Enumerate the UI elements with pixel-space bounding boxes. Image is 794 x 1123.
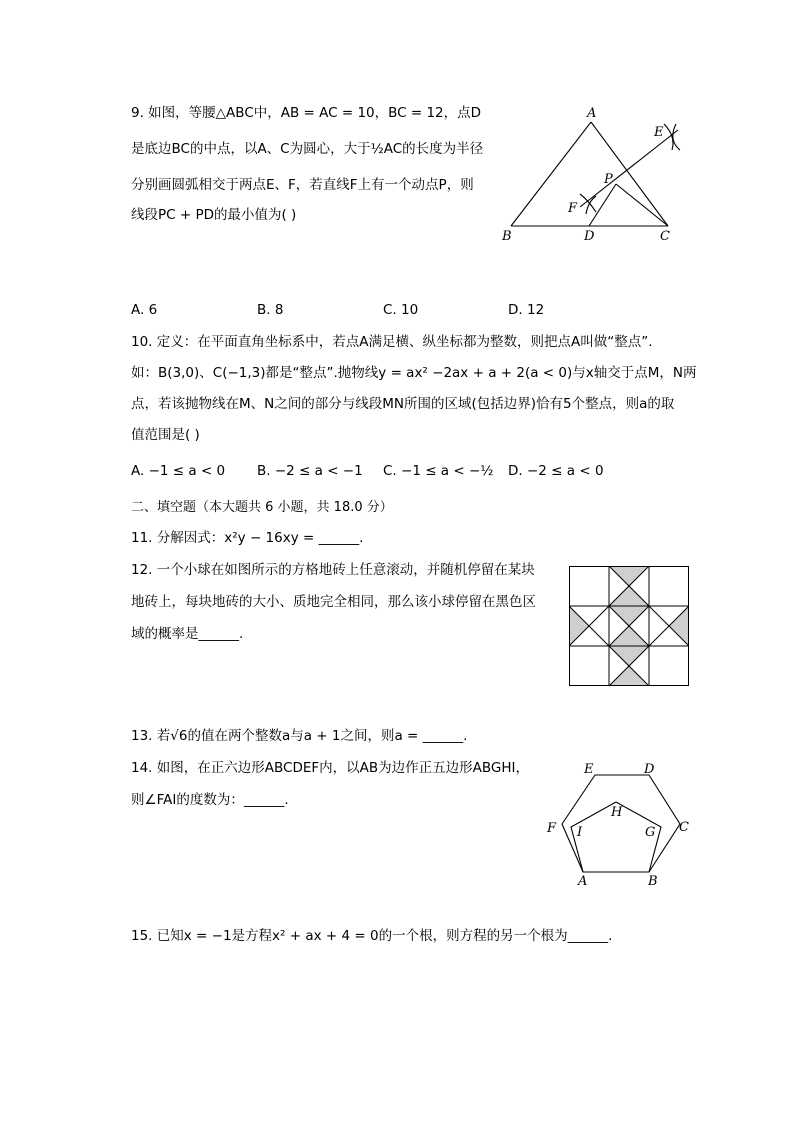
q10-option-b: B. −2 ≤ a < −1 — [257, 463, 363, 479]
arc-e2 — [673, 124, 680, 150]
shade-t7 — [609, 646, 649, 666]
label-b: B — [502, 229, 512, 244]
q12-line-2: 地砖上，每块地砖的大小、质地完全相同，那么该小球停留在黑色区 — [131, 594, 536, 610]
q15-text: 15. 已知x = −1是方程x² + ax + 4 = 0的一个根，则方程的另一个根为______. — [131, 928, 613, 944]
q10-line-2: 如：B(3,0)、C(−1,3)都是“整点”.抛物线y = ax² −2ax + a + 2(a < 0)与x轴交于点M，N两 — [131, 365, 697, 381]
q14-line-2: 则∠FAI的度数为：______. — [131, 792, 289, 808]
q10-line-4: 值范围是( ) — [131, 427, 200, 443]
q10-option-d: D. −2 ≤ a < 0 — [508, 463, 604, 479]
hex-label-d: D — [644, 762, 655, 777]
q13-text: 13. 若√6的值在两个整数a与a + 1之间，则a = ______. — [131, 728, 468, 744]
q12-line-3: 域的概率是______. — [131, 626, 244, 642]
q9-option-c: C. 10 — [383, 302, 419, 318]
label-a: A — [587, 106, 597, 121]
q12-tile-grid-figure — [569, 566, 689, 686]
q9-line-2: 是底边BC的中点，以A、C为圆心，大于½AC的长度为半径 — [131, 141, 484, 157]
hex-label-c: C — [679, 820, 689, 835]
segment-pd — [589, 184, 616, 226]
q9-option-d: D. 12 — [508, 302, 545, 318]
shade-t6 — [669, 606, 689, 646]
hex-label-a: A — [578, 874, 588, 889]
q10-line-1: 10. 定义：在平面直角坐标系中，若点A满足横、纵坐标都为整数，则把点A叫做“整点”. — [131, 334, 653, 350]
label-f: F — [568, 201, 578, 216]
q9-line-3: 分别画圆弧相交于两点E、F，若直线F上有一个动点P，则 — [131, 177, 474, 193]
line-ef — [580, 130, 678, 207]
hex-label-e: E — [584, 762, 594, 777]
q10-option-a: A. −1 ≤ a < 0 — [131, 463, 226, 479]
shade-t4 — [609, 606, 649, 626]
q9-line-4: 线段PC + PD的最小值为( ) — [131, 207, 297, 223]
q10-option-c: C. −1 ≤ a < −½ — [383, 463, 494, 479]
shade-t1 — [609, 586, 649, 606]
q14-hexagon-pentagon-figure — [540, 758, 695, 890]
shade-t5 — [609, 626, 649, 646]
q12-line-1: 12. 一个小球在如图所示的方格地砖上任意滚动，并随机停留在某块 — [131, 562, 535, 578]
q11-text: 11. 分解因式：x²y − 16xy = ______. — [131, 530, 364, 546]
label-d: D — [584, 229, 595, 244]
shade-t2 — [609, 566, 649, 586]
side-ab — [511, 122, 591, 226]
q9-option-a: A. 6 — [131, 302, 158, 318]
q10-line-3: 点，若该抛物线在M、N之间的部分与线段MN所围的区域(包括边界)恰有5个整点，则a的取 — [131, 396, 675, 412]
q9-line-1: 9. 如图，等腰△ABC中，AB = AC = 10，BC = 12，点D — [131, 105, 482, 121]
shade-t8 — [609, 666, 649, 686]
label-p: P — [604, 172, 613, 187]
hex-label-g: G — [645, 825, 656, 840]
q9-option-b: B. 8 — [257, 302, 284, 318]
hex-label-f: F — [547, 821, 557, 836]
hex-label-i: I — [577, 825, 583, 840]
label-e: E — [654, 125, 664, 140]
q9-triangle-figure — [496, 102, 686, 250]
hexagon — [562, 775, 680, 872]
hex-label-h: H — [611, 805, 623, 820]
shade-t3 — [569, 606, 589, 646]
q14-line-1: 14. 如图，在正六边形ABCDEF内，以AB为边作正五边形ABGHI， — [131, 760, 529, 776]
hex-label-b: B — [648, 874, 658, 889]
section-2-title: 二、填空题（本大题共 6 小题，共 18.0 分） — [131, 500, 393, 515]
label-c: C — [660, 229, 670, 244]
